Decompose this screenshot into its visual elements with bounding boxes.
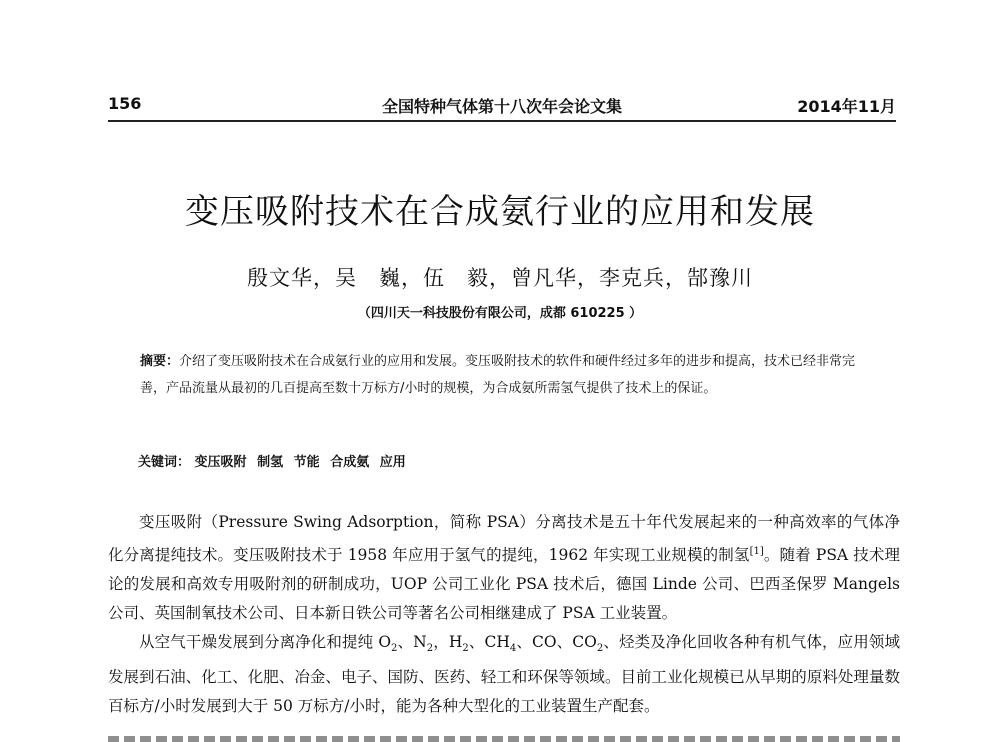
keywords xyxy=(138,451,412,470)
abstract-text: 介绍了变压吸附技术在合成氨行业的应用和发展。变压吸附技术的软件和硬件经过多年的进步和提高，技术已经非常完善，产品流量从最初的几百提高至数十万标方/小时的规模，为合成氨所需氢气提供了技术上的保证。 xyxy=(140,354,856,396)
page-number: 156 xyxy=(108,94,142,113)
keyword: 节能 xyxy=(293,455,320,470)
truncated-line xyxy=(108,730,900,742)
abstract-label: 摘要： xyxy=(140,354,180,369)
issue-date: 2014年11月 xyxy=(797,97,896,116)
keywords-label: 关键词： xyxy=(138,455,191,470)
paper-title: 变压吸附技术在合成氨行业的应用和发展 xyxy=(185,192,815,232)
citation: [1] xyxy=(749,546,764,557)
keyword: 应用 xyxy=(379,455,406,470)
keyword: 合成氨 xyxy=(330,455,370,470)
running-header xyxy=(108,94,896,122)
paragraph: 从空气干燥发展到分离净化和提纯 $O_2$、$N_2$，$H_2$、$CH_4$、CO、$CO_2$、烃类及净化回收各种有机气体，应用领域发展到石油、化工、化肥、冶金、电子、国防、医药、轻工和环保等领域。目前工业化规模已从早期的原料处理量数百标方/小时发展到大于 50 万标方/小时，能为各种大型化的工业装置生产配套。 xyxy=(108,633,900,716)
abstract xyxy=(140,348,880,402)
paragraph: 变压吸附（Pressure Swing Adsorption，简称 PSA）分离技术是五十年代发展起来的一种高效率的气体净化分离提纯技术。变压吸附技术于 1958 年应用于氢气的提纯，1962 年实现工业规模的制氢[1]。随着 PSA 技术理论的发展和高效专用吸附剂的研制成功，UOP 公司工业化 PSA 技术后，德国 Linde 公司、巴西圣保罗 Mangels 公司、英国制氧技术公司、日本新日铁公司等著名公司相继建成了 PSA 工业装置。 xyxy=(108,513,900,623)
body-text xyxy=(108,508,900,721)
keyword: 制氢 xyxy=(257,455,284,470)
author-list: 殷文华，吴 巍，伍 毅，曾凡华，李克兵，郜豫川 xyxy=(247,266,753,290)
affiliation: （四川天一科技股份有限公司，成都 610225 ） xyxy=(357,306,643,321)
journal-title: 全国特种气体第十八次年会论文集 xyxy=(381,97,622,116)
keyword: 变压吸附 xyxy=(194,455,247,470)
